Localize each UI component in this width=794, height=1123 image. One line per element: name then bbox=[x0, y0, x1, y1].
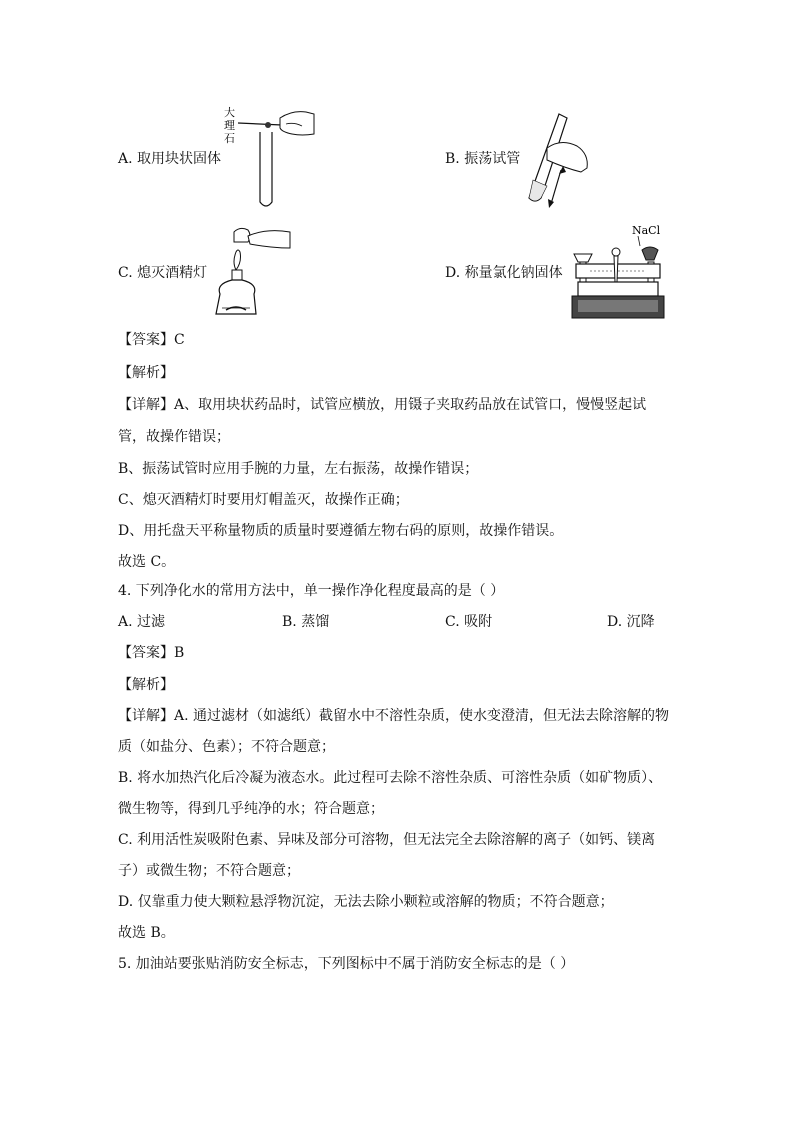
figure-balance-nacl bbox=[568, 222, 670, 324]
q3-option-d: D. 称量氯化钠固体 bbox=[445, 265, 563, 281]
q4-detail-line-7: D. 仅靠重力使大颗粒悬浮物沉淀，无法去除小颗粒或溶解的物质；不符合题意； bbox=[118, 894, 614, 910]
q4-detail-line-8: 故选 B。 bbox=[118, 925, 175, 941]
q4-option-d: D. 沉降 bbox=[607, 614, 655, 630]
q5-stem: 5. 加油站要张贴消防安全标志，下列图标中不属于消防安全标志的是（ ） bbox=[118, 956, 575, 972]
q4-detail-line-4: 微生物等，得到几乎纯净的水；符合题意； bbox=[118, 801, 384, 817]
q4-stem: 4. 下列净化水的常用方法中，单一操作净化程度最高的是（ ） bbox=[118, 583, 505, 599]
q4-answer: 【答案】B bbox=[118, 645, 185, 661]
q4-detail-line-2: 质（如盐分、色素）；不符合题意； bbox=[118, 739, 335, 755]
figure-shake-tube bbox=[517, 110, 592, 210]
q3-detail-line-3: B、振荡试管时应用手腕的力量，左右振荡，故操作错误； bbox=[118, 461, 479, 477]
marble-label-1: 大 bbox=[224, 106, 235, 119]
q3-answer: 【答案】C bbox=[118, 332, 185, 348]
figure-alcohol-lamp bbox=[206, 222, 296, 322]
q3-detail-line-4: C、熄灭酒精灯时要用灯帽盖灭，故操作正确； bbox=[118, 492, 409, 508]
q3-detail-line-6: 故选 C。 bbox=[118, 554, 176, 570]
marble-label-3: 石 bbox=[224, 132, 235, 145]
q4-detail-line-6: 子）或微生物；不符合题意； bbox=[118, 863, 300, 879]
q4-option-c: C. 吸附 bbox=[445, 614, 493, 630]
q3-option-a: A. 取用块状固体 bbox=[118, 151, 222, 167]
q3-detail-line-1: 【详解】A、取用块状药品时，试管应横放，用镊子夹取药品放在试管口，慢慢竖起试 bbox=[118, 397, 647, 413]
q4-detail-line-1: 【详解】A. 通过滤材（如滤纸）截留水中不溶性杂质，使水变澄清，但无法去除溶解的物 bbox=[118, 708, 670, 724]
q4-analysis-title: 【解析】 bbox=[118, 677, 174, 693]
q3-analysis-title: 【解析】 bbox=[118, 365, 174, 381]
nacl-label: NaCl bbox=[632, 224, 661, 237]
figure-take-solid-block bbox=[222, 102, 317, 210]
q3-detail-line-2: 管，故操作错误； bbox=[118, 429, 230, 445]
q4-option-b: B. 蒸馏 bbox=[282, 614, 330, 630]
q3-detail-line-5: D、用托盘天平称量物质的质量时要遵循左物右码的原则，故操作错误。 bbox=[118, 523, 564, 539]
q4-option-a: A. 过滤 bbox=[118, 614, 166, 630]
q4-detail-line-5: C. 利用活性炭吸附色素、异味及部分可溶物，但无法完全去除溶解的离子（如钙、镁离 bbox=[118, 832, 656, 848]
q3-option-c: C. 熄灭酒精灯 bbox=[118, 265, 208, 281]
q3-option-b: B. 振荡试管 bbox=[445, 151, 521, 167]
q4-detail-line-3: B. 将水加热汽化后冷凝为液态水。此过程可去除不溶性杂质、可溶性杂质（如矿物质）、 bbox=[118, 770, 663, 786]
marble-label-2: 理 bbox=[224, 119, 235, 132]
